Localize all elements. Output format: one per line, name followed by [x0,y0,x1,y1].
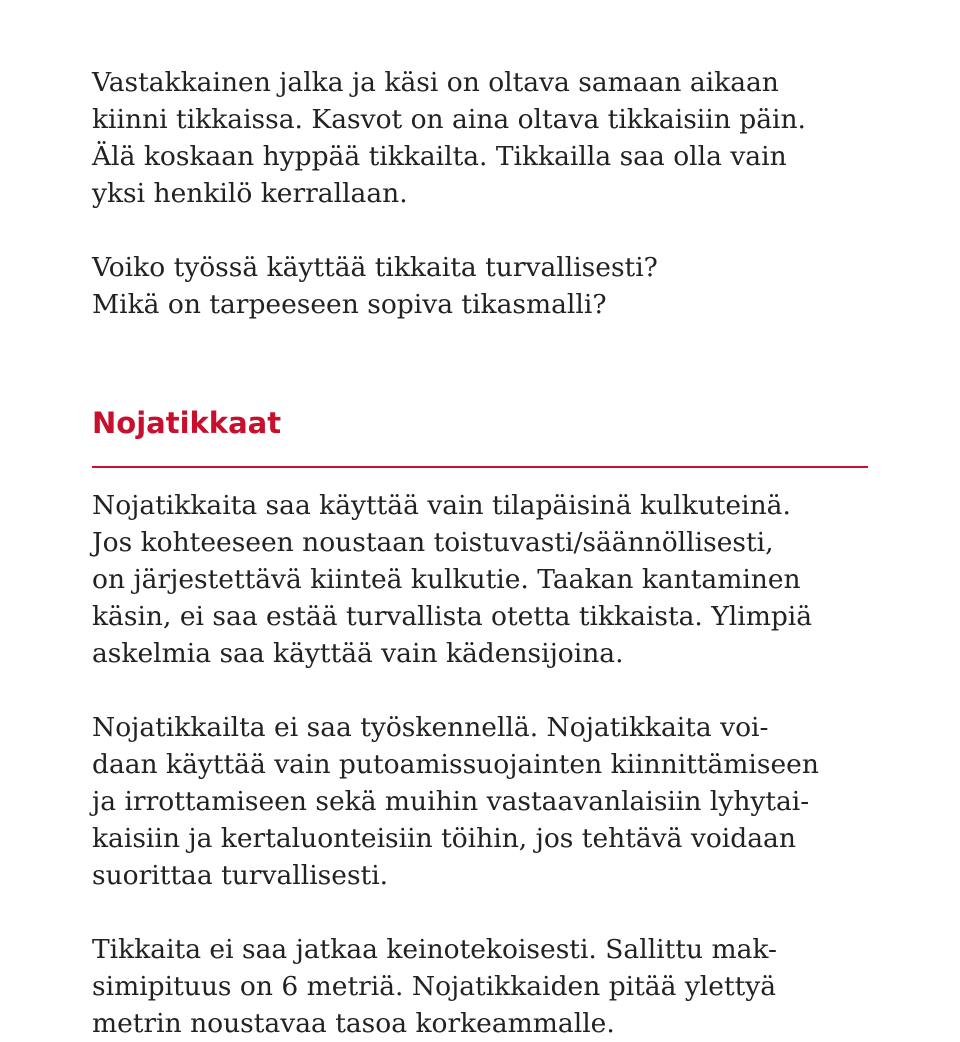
text-line: Mikä on tarpeeseen sopiva tikasmalli? [92,289,607,320]
intro-paragraph [92,64,868,212]
section-header [92,403,868,468]
section-body [92,487,868,1042]
text-line: metrin noustavaa tasoa korkeammalle. [92,1008,615,1039]
document-page [92,64,868,1042]
text-line: Voiko työssä käyttää tikkaita turvallisesti? [92,252,658,283]
text-line: askelmia saa käyttää vain kädensijoina. [92,638,624,669]
spacer [92,212,868,249]
text-line: Jos kohteeseen noustaan toistuvasti/säännöllisesti, [92,527,774,558]
text-line: Nojatikkailta ei saa työskennellä. Nojatikkaita voi- [92,712,769,743]
text-line: ja irrottamiseen sekä muihin vastaavanlaisiin lyhytai- [92,786,810,817]
section-heading: Nojatikkaat [92,406,282,440]
text-line: simipituus on 6 metriä. Nojatikkaiden pitää ylettyä [92,971,777,1002]
text-line: suorittaa turvallisesti. [92,860,389,891]
spacer [92,894,868,931]
text-line: käsin, ei saa estää turvallista otetta tikkaista. Ylimpiä [92,601,813,632]
text-line: yksi henkilö kerrallaan. [92,178,408,209]
text-line: on järjestettävä kiinteä kulkutie. Taakan kantaminen [92,564,801,595]
text-line: kiinni tikkaissa. Kasvot on aina oltava tikkaisiin päin. [92,104,806,135]
section-paragraph-1 [92,487,868,672]
text-line: Vastakkainen jalka ja käsi on oltava samaan aikaan [92,67,779,98]
text-line: Nojatikkaita saa käyttää vain tilapäisinä kulkuteinä. [92,490,791,521]
text-line: Älä koskaan hyppää tikkailta. Tikkailla saa olla vain [92,141,787,172]
text-line: Tikkaita ei saa jatkaa keinotekoisesti. Sallittu mak- [92,934,777,965]
section-paragraph-3 [92,931,868,1042]
section-divider [92,466,868,468]
section-paragraph-2 [92,709,868,894]
questions-paragraph [92,249,868,323]
text-line: daan käyttää vain putoamissuojainten kiinnittämiseen [92,749,819,780]
text-line: kaisiin ja kertaluonteisiin töihin, jos tehtävä voidaan [92,823,796,854]
spacer [92,672,868,709]
